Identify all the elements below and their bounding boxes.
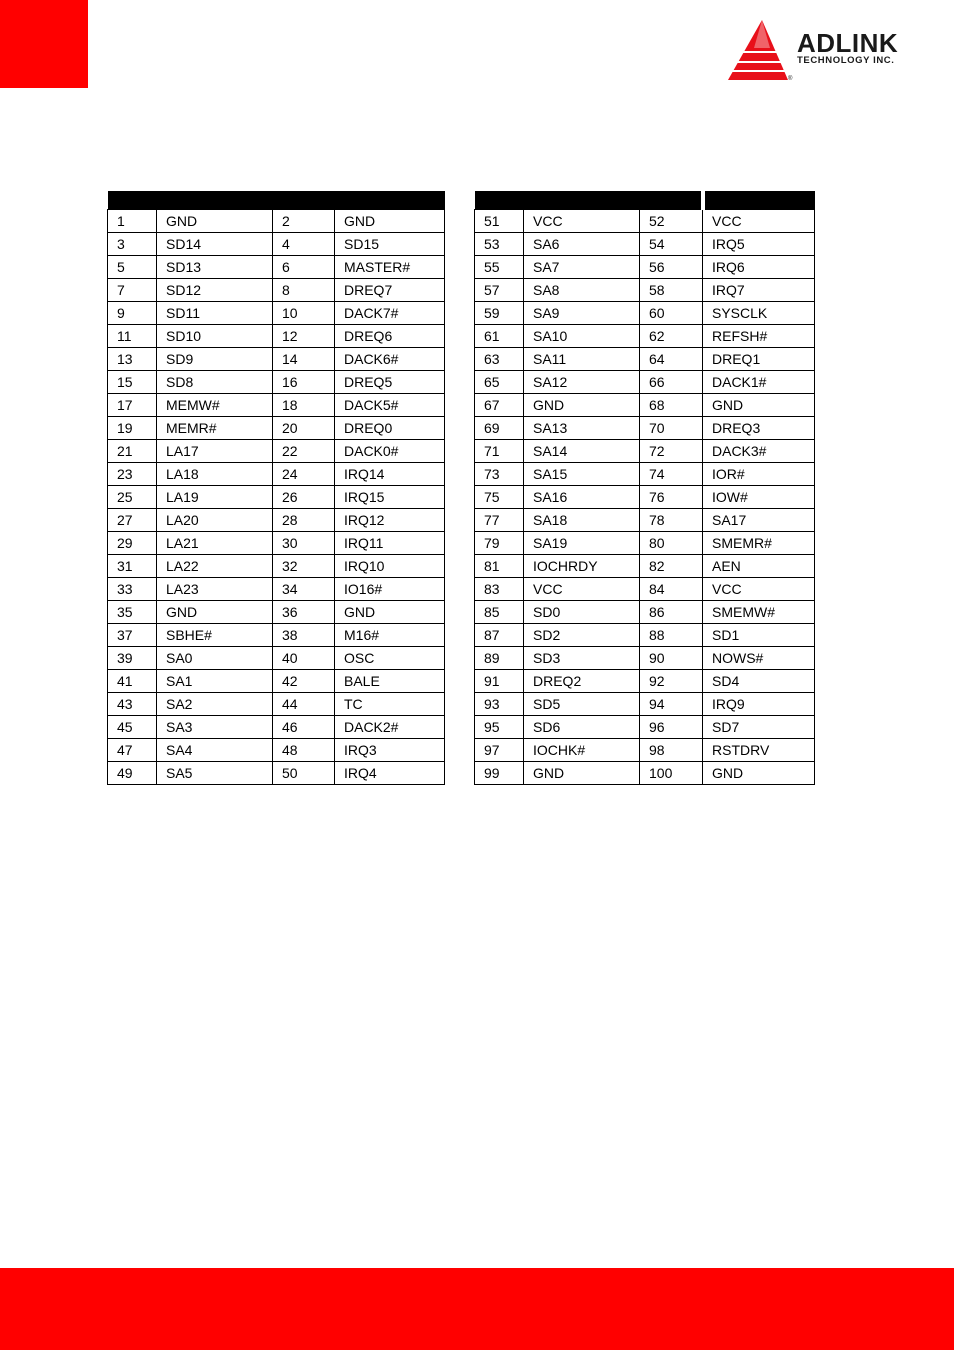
signal-name-cell: DACK1# (703, 371, 815, 394)
header-cell (703, 191, 815, 210)
signal-name-cell: AEN (703, 555, 815, 578)
signal-name-cell: IRQ4 (335, 762, 445, 785)
pin-number-cell: 63 (475, 348, 524, 371)
pin-number-cell: 7 (108, 279, 157, 302)
pin-number-cell: 37 (108, 624, 157, 647)
pin-number-cell: 56 (640, 256, 703, 279)
table-row (108, 762, 445, 785)
table-row (475, 555, 815, 578)
signal-name-cell: DREQ7 (335, 279, 445, 302)
pin-number-cell: 26 (273, 486, 335, 509)
signal-name-cell: SD7 (703, 716, 815, 739)
signal-name-cell: RSTDRV (703, 739, 815, 762)
pin-number-cell: 18 (273, 394, 335, 417)
signal-name-cell: IOW# (703, 486, 815, 509)
pin-number-cell: 93 (475, 693, 524, 716)
table-row (108, 256, 445, 279)
table-header-row (108, 191, 445, 210)
signal-name-cell: SD1 (703, 624, 815, 647)
pin-number-cell: 59 (475, 302, 524, 325)
pin-number-cell: 29 (108, 532, 157, 555)
signal-name-cell: SD10 (157, 325, 273, 348)
pin-number-cell: 40 (273, 647, 335, 670)
pin-number-cell: 39 (108, 647, 157, 670)
header-cell (273, 191, 335, 210)
pin-number-cell: 4 (273, 233, 335, 256)
table-row (475, 463, 815, 486)
pin-number-cell: 86 (640, 601, 703, 624)
signal-name-cell: DACK0# (335, 440, 445, 463)
signal-name-cell: IRQ3 (335, 739, 445, 762)
pin-number-cell: 19 (108, 417, 157, 440)
signal-name-cell: MEMR# (157, 417, 273, 440)
pin-table-left (107, 191, 445, 785)
pin-table-left-body (108, 210, 445, 785)
signal-name-cell: SD13 (157, 256, 273, 279)
signal-name-cell: MASTER# (335, 256, 445, 279)
pin-number-cell: 81 (475, 555, 524, 578)
signal-name-cell: GND (157, 601, 273, 624)
table-row (475, 302, 815, 325)
signal-name-cell: SA12 (524, 371, 640, 394)
pin-number-cell: 79 (475, 532, 524, 555)
signal-name-cell: SA10 (524, 325, 640, 348)
pin-number-cell: 3 (108, 233, 157, 256)
signal-name-cell: SA17 (703, 509, 815, 532)
table-row (108, 325, 445, 348)
signal-name-cell: MEMW# (157, 394, 273, 417)
signal-name-cell: DREQ3 (703, 417, 815, 440)
signal-name-cell: SA5 (157, 762, 273, 785)
table-row (108, 716, 445, 739)
pin-number-cell: 24 (273, 463, 335, 486)
table-row (475, 509, 815, 532)
pin-number-cell: 16 (273, 371, 335, 394)
signal-name-cell: IRQ7 (703, 279, 815, 302)
signal-name-cell: LA18 (157, 463, 273, 486)
signal-name-cell: SD6 (524, 716, 640, 739)
signal-name-cell: DACK7# (335, 302, 445, 325)
table-row (475, 256, 815, 279)
signal-name-cell: VCC (524, 578, 640, 601)
pin-number-cell: 10 (273, 302, 335, 325)
pin-number-cell: 74 (640, 463, 703, 486)
table-row (475, 762, 815, 785)
pin-number-cell: 22 (273, 440, 335, 463)
table-row (108, 739, 445, 762)
table-row (475, 670, 815, 693)
pin-number-cell: 12 (273, 325, 335, 348)
pin-number-cell: 90 (640, 647, 703, 670)
pin-number-cell: 75 (475, 486, 524, 509)
signal-name-cell: SD3 (524, 647, 640, 670)
pin-number-cell: 70 (640, 417, 703, 440)
pin-number-cell: 6 (273, 256, 335, 279)
signal-name-cell: IRQ6 (703, 256, 815, 279)
header-cell (475, 191, 524, 210)
signal-name-cell: SMEMR# (703, 532, 815, 555)
pin-number-cell: 99 (475, 762, 524, 785)
signal-name-cell: SD2 (524, 624, 640, 647)
table-row (108, 670, 445, 693)
table-row (475, 578, 815, 601)
signal-name-cell: IRQ10 (335, 555, 445, 578)
signal-name-cell: IOCHK# (524, 739, 640, 762)
table-row (475, 233, 815, 256)
signal-name-cell: DACK2# (335, 716, 445, 739)
signal-name-cell: SD15 (335, 233, 445, 256)
pin-number-cell: 80 (640, 532, 703, 555)
pin-number-cell: 17 (108, 394, 157, 417)
signal-name-cell: DREQ1 (703, 348, 815, 371)
signal-name-cell: SD8 (157, 371, 273, 394)
signal-name-cell: DREQ6 (335, 325, 445, 348)
footer-bar (0, 1268, 954, 1350)
table-row (108, 440, 445, 463)
table-header-row (475, 191, 815, 210)
pin-number-cell: 13 (108, 348, 157, 371)
table-row (475, 371, 815, 394)
table-row (108, 532, 445, 555)
signal-name-cell: SA3 (157, 716, 273, 739)
pin-number-cell: 50 (273, 762, 335, 785)
signal-name-cell: GND (157, 210, 273, 233)
adlink-triangle-icon (724, 18, 794, 84)
pin-number-cell: 32 (273, 555, 335, 578)
pin-number-cell: 61 (475, 325, 524, 348)
table-row (475, 624, 815, 647)
pin-number-cell: 34 (273, 578, 335, 601)
signal-name-cell: GND (703, 762, 815, 785)
signal-name-cell: GND (703, 394, 815, 417)
pin-number-cell: 65 (475, 371, 524, 394)
signal-name-cell: TC (335, 693, 445, 716)
pin-number-cell: 62 (640, 325, 703, 348)
signal-name-cell: IRQ14 (335, 463, 445, 486)
signal-name-cell: DREQ5 (335, 371, 445, 394)
signal-name-cell: SD0 (524, 601, 640, 624)
pin-number-cell: 53 (475, 233, 524, 256)
pin-number-cell: 51 (475, 210, 524, 233)
signal-name-cell: SA11 (524, 348, 640, 371)
table-row (108, 578, 445, 601)
pin-number-cell: 43 (108, 693, 157, 716)
logo-wordmark: ADLINK (797, 28, 899, 58)
pin-number-cell: 55 (475, 256, 524, 279)
pin-number-cell: 5 (108, 256, 157, 279)
signal-name-cell: SA0 (157, 647, 273, 670)
table-row (475, 486, 815, 509)
table-row (475, 532, 815, 555)
signal-name-cell: NOWS# (703, 647, 815, 670)
pin-number-cell: 47 (108, 739, 157, 762)
signal-name-cell: REFSH# (703, 325, 815, 348)
pin-number-cell: 60 (640, 302, 703, 325)
pin-number-cell: 15 (108, 371, 157, 394)
pin-number-cell: 78 (640, 509, 703, 532)
signal-name-cell: DACK5# (335, 394, 445, 417)
pin-number-cell: 89 (475, 647, 524, 670)
signal-name-cell: SBHE# (157, 624, 273, 647)
table-row (108, 486, 445, 509)
pin-number-cell: 84 (640, 578, 703, 601)
signal-name-cell: SA15 (524, 463, 640, 486)
table-row (475, 647, 815, 670)
signal-name-cell: LA21 (157, 532, 273, 555)
table-row (108, 693, 445, 716)
table-row (475, 279, 815, 302)
pin-number-cell: 92 (640, 670, 703, 693)
signal-name-cell: SA14 (524, 440, 640, 463)
table-row (475, 394, 815, 417)
signal-name-cell: DACK3# (703, 440, 815, 463)
pin-number-cell: 58 (640, 279, 703, 302)
pin-number-cell: 41 (108, 670, 157, 693)
pin-number-cell: 95 (475, 716, 524, 739)
logo-tagline: TECHNOLOGY INC. (797, 55, 895, 66)
pin-number-cell: 9 (108, 302, 157, 325)
pin-number-cell: 38 (273, 624, 335, 647)
pin-number-cell: 42 (273, 670, 335, 693)
pin-number-cell: 71 (475, 440, 524, 463)
table-row (108, 279, 445, 302)
pin-number-cell: 1 (108, 210, 157, 233)
signal-name-cell: VCC (703, 578, 815, 601)
signal-name-cell: LA23 (157, 578, 273, 601)
signal-name-cell: SD11 (157, 302, 273, 325)
signal-name-cell: OSC (335, 647, 445, 670)
signal-name-cell: GND (524, 394, 640, 417)
signal-name-cell: GND (335, 601, 445, 624)
signal-name-cell: BALE (335, 670, 445, 693)
table-row (475, 417, 815, 440)
pin-number-cell: 83 (475, 578, 524, 601)
signal-name-cell: SD14 (157, 233, 273, 256)
pin-number-cell: 82 (640, 555, 703, 578)
signal-name-cell: SA2 (157, 693, 273, 716)
signal-name-cell: SA18 (524, 509, 640, 532)
pin-number-cell: 76 (640, 486, 703, 509)
signal-name-cell: SD12 (157, 279, 273, 302)
pin-number-cell: 27 (108, 509, 157, 532)
adlink-logo (724, 18, 936, 84)
signal-name-cell: SD9 (157, 348, 273, 371)
pin-number-cell: 14 (273, 348, 335, 371)
signal-name-cell: LA17 (157, 440, 273, 463)
pin-table-right (474, 191, 815, 785)
table-row (475, 739, 815, 762)
table-row (108, 509, 445, 532)
table-row (475, 440, 815, 463)
pin-number-cell: 64 (640, 348, 703, 371)
pin-number-cell: 97 (475, 739, 524, 762)
signal-name-cell: SA16 (524, 486, 640, 509)
pin-number-cell: 49 (108, 762, 157, 785)
signal-name-cell: LA22 (157, 555, 273, 578)
table-row (108, 624, 445, 647)
table-row (108, 394, 445, 417)
pin-number-cell: 36 (273, 601, 335, 624)
table-row (108, 233, 445, 256)
pin-number-cell: 91 (475, 670, 524, 693)
signal-name-cell: IO16# (335, 578, 445, 601)
table-row (475, 210, 815, 233)
pin-number-cell: 33 (108, 578, 157, 601)
header-cell (108, 191, 157, 210)
signal-name-cell: SA6 (524, 233, 640, 256)
signal-name-cell: SA9 (524, 302, 640, 325)
pin-number-cell: 94 (640, 693, 703, 716)
table-row (108, 302, 445, 325)
pin-number-cell: 21 (108, 440, 157, 463)
signal-name-cell: IRQ12 (335, 509, 445, 532)
pin-number-cell: 54 (640, 233, 703, 256)
pin-number-cell: 85 (475, 601, 524, 624)
pin-number-cell: 66 (640, 371, 703, 394)
table-row (475, 716, 815, 739)
signal-name-cell: SMEMW# (703, 601, 815, 624)
signal-name-cell: SA7 (524, 256, 640, 279)
header-cell (335, 191, 445, 210)
table-row (475, 601, 815, 624)
signal-name-cell: SD4 (703, 670, 815, 693)
pin-number-cell: 88 (640, 624, 703, 647)
table-row (108, 555, 445, 578)
signal-name-cell: LA20 (157, 509, 273, 532)
pin-number-cell: 52 (640, 210, 703, 233)
header-cell (524, 191, 640, 210)
signal-name-cell: SA4 (157, 739, 273, 762)
signal-name-cell: M16# (335, 624, 445, 647)
signal-name-cell: SYSCLK (703, 302, 815, 325)
signal-name-cell: GND (335, 210, 445, 233)
signal-name-cell: SA8 (524, 279, 640, 302)
pin-number-cell: 2 (273, 210, 335, 233)
pin-number-cell: 46 (273, 716, 335, 739)
pin-number-cell: 31 (108, 555, 157, 578)
pin-number-cell: 20 (273, 417, 335, 440)
red-corner-tab (0, 0, 88, 88)
pin-number-cell: 45 (108, 716, 157, 739)
signal-name-cell: LA19 (157, 486, 273, 509)
signal-name-cell: VCC (703, 210, 815, 233)
pin-number-cell: 8 (273, 279, 335, 302)
signal-name-cell: IRQ5 (703, 233, 815, 256)
pin-number-cell: 72 (640, 440, 703, 463)
pin-number-cell: 100 (640, 762, 703, 785)
pin-number-cell: 69 (475, 417, 524, 440)
pin-number-cell: 28 (273, 509, 335, 532)
table-row (108, 371, 445, 394)
signal-name-cell: DREQ2 (524, 670, 640, 693)
signal-name-cell: IOCHRDY (524, 555, 640, 578)
pin-number-cell: 87 (475, 624, 524, 647)
table-row (108, 647, 445, 670)
table-row (475, 348, 815, 371)
logo-registered-mark: ® (788, 76, 793, 82)
table-row (475, 325, 815, 348)
pin-number-cell: 98 (640, 739, 703, 762)
signal-name-cell: IRQ11 (335, 532, 445, 555)
table-row (108, 210, 445, 233)
signal-name-cell: DACK6# (335, 348, 445, 371)
pin-number-cell: 44 (273, 693, 335, 716)
pin-number-cell: 67 (475, 394, 524, 417)
pin-table-right-body (475, 210, 815, 785)
signal-name-cell: IOR# (703, 463, 815, 486)
pin-number-cell: 96 (640, 716, 703, 739)
signal-name-cell: SA19 (524, 532, 640, 555)
table-row (108, 601, 445, 624)
signal-name-cell: VCC (524, 210, 640, 233)
pin-number-cell: 25 (108, 486, 157, 509)
header-cell (640, 191, 703, 210)
signal-name-cell: SA1 (157, 670, 273, 693)
pin-number-cell: 30 (273, 532, 335, 555)
signal-name-cell: IRQ9 (703, 693, 815, 716)
table-row (108, 463, 445, 486)
pin-number-cell: 35 (108, 601, 157, 624)
signal-name-cell: SD5 (524, 693, 640, 716)
pin-number-cell: 68 (640, 394, 703, 417)
table-row (475, 693, 815, 716)
pin-number-cell: 57 (475, 279, 524, 302)
table-row (108, 348, 445, 371)
signal-name-cell: SA13 (524, 417, 640, 440)
pin-number-cell: 77 (475, 509, 524, 532)
pin-number-cell: 73 (475, 463, 524, 486)
header-cell (157, 191, 273, 210)
signal-name-cell: DREQ0 (335, 417, 445, 440)
pin-number-cell: 11 (108, 325, 157, 348)
signal-name-cell: IRQ15 (335, 486, 445, 509)
pin-number-cell: 48 (273, 739, 335, 762)
table-row (108, 417, 445, 440)
signal-name-cell: GND (524, 762, 640, 785)
pin-number-cell: 23 (108, 463, 157, 486)
